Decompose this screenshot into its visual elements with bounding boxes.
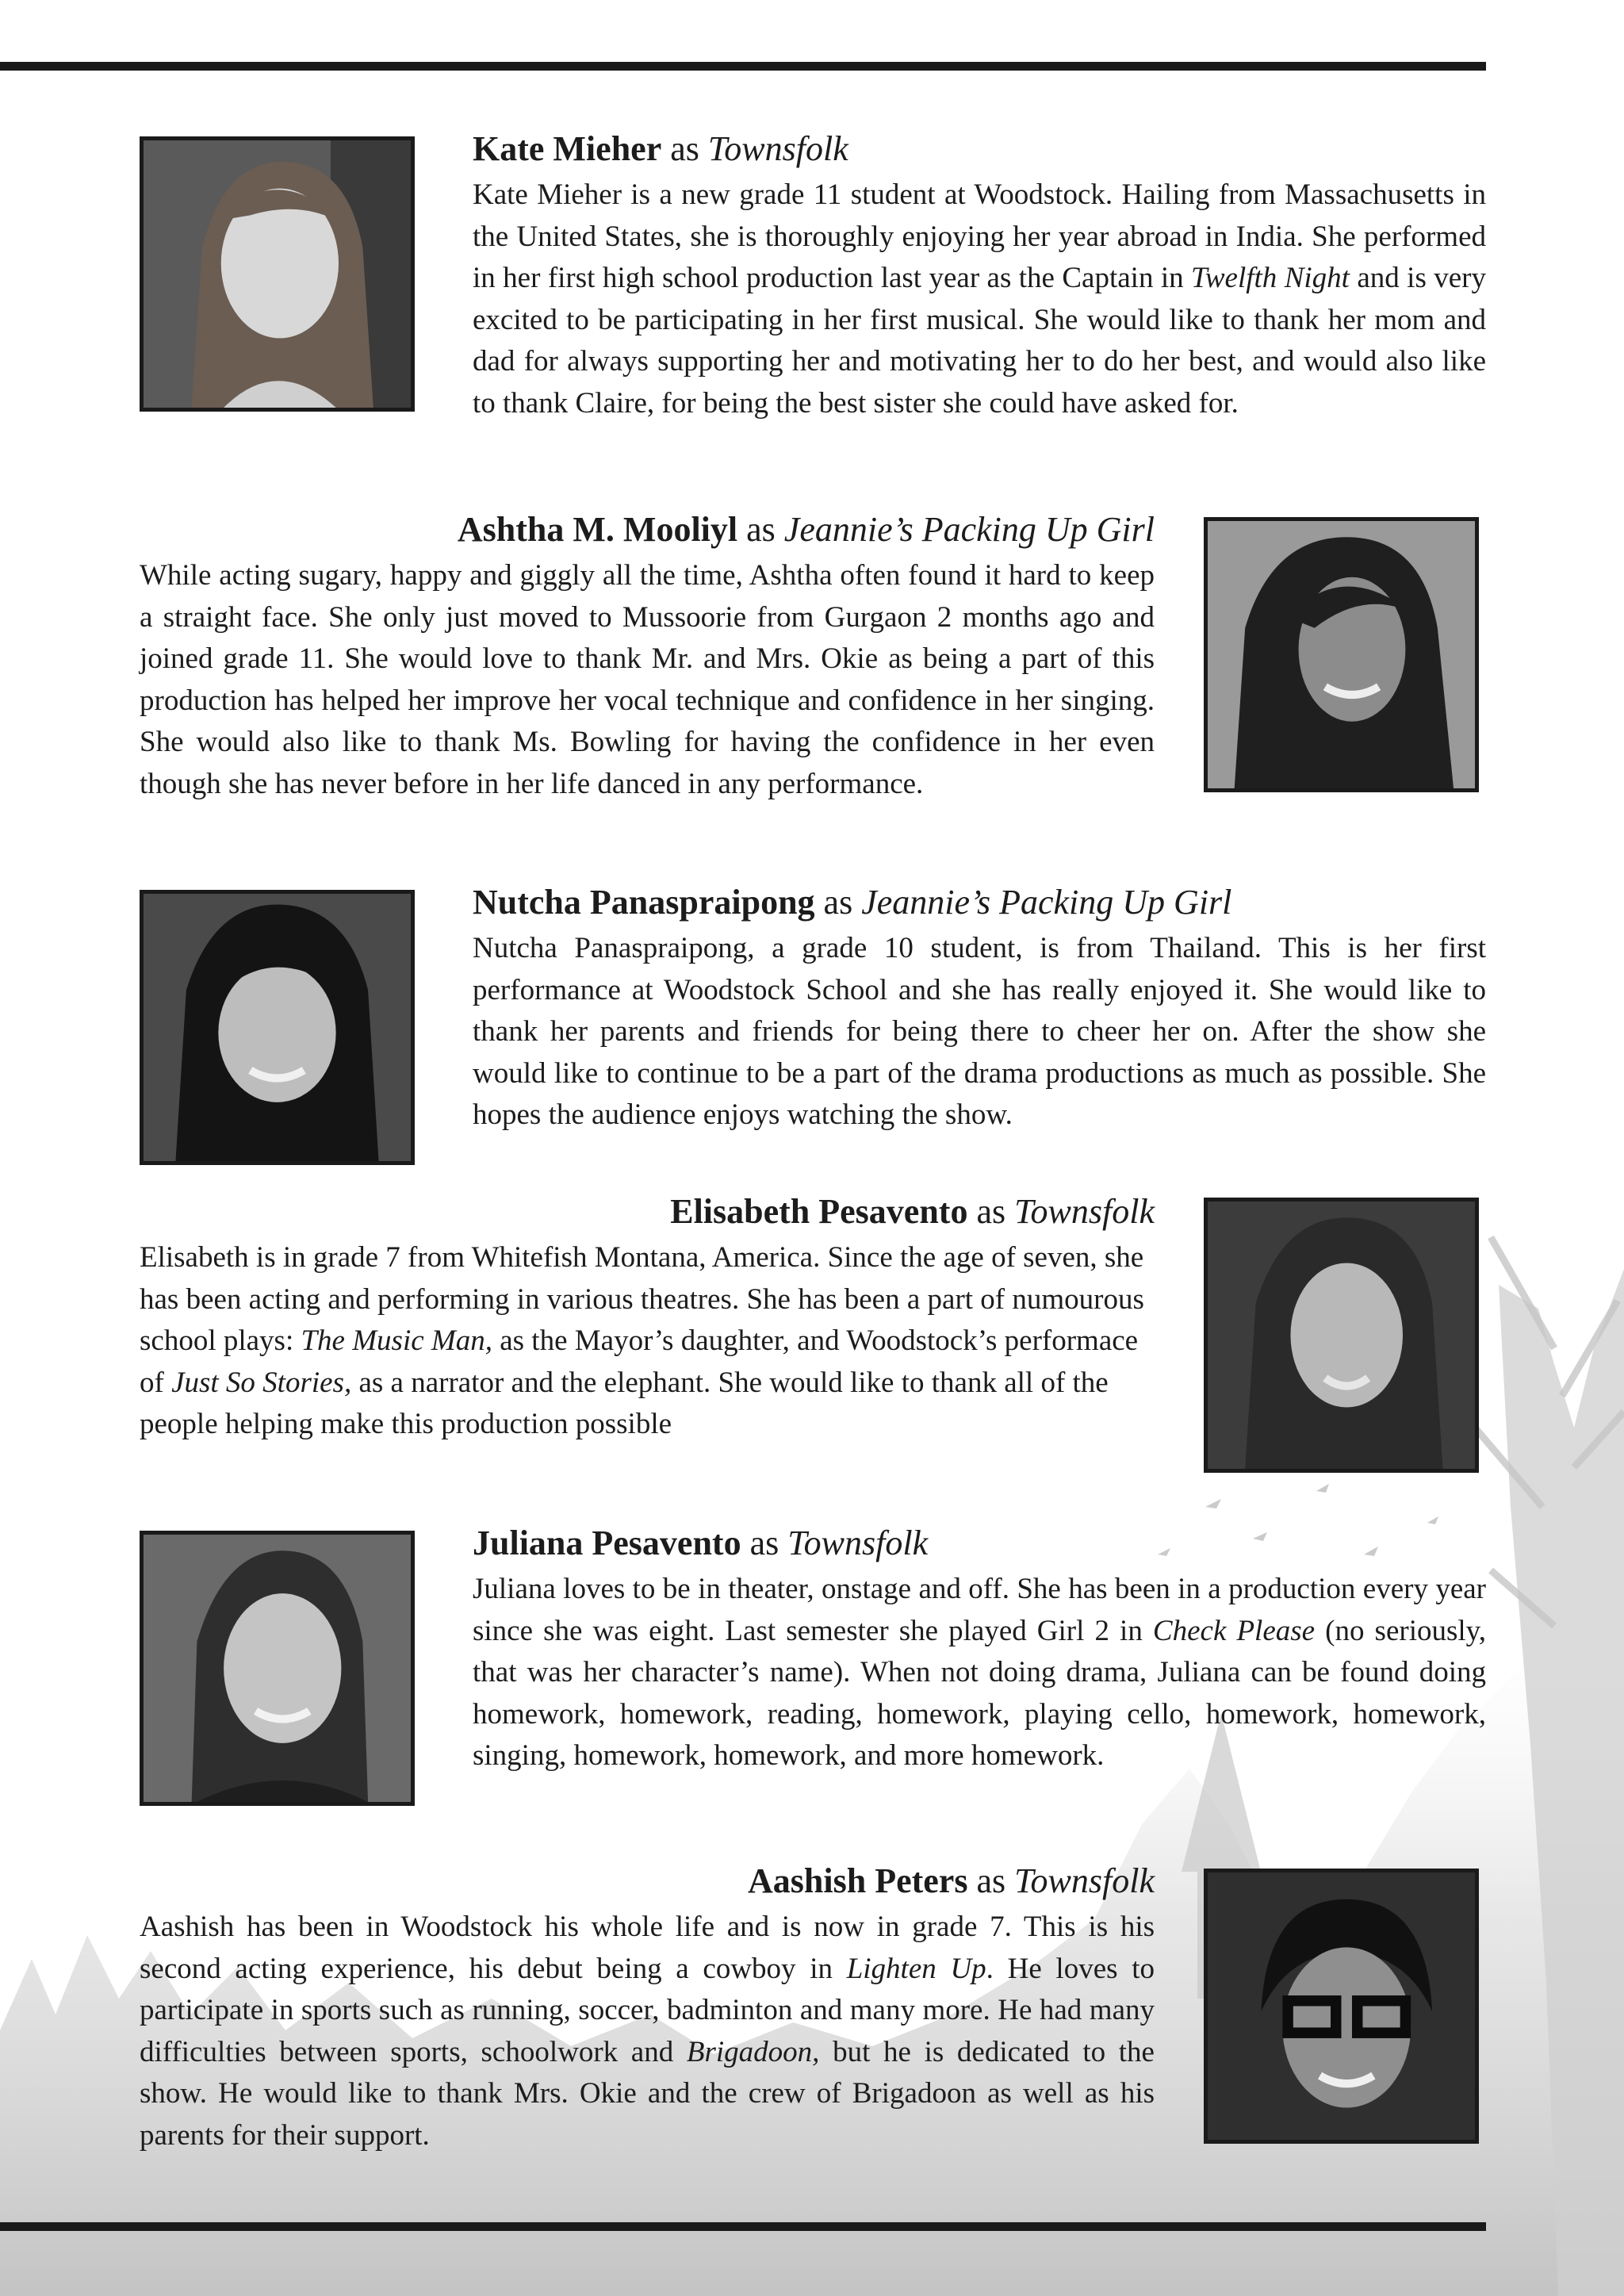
top-rule [0,62,1486,71]
cast-photo [140,1531,415,1806]
as-word: as [670,129,699,168]
as-word: as [749,1524,779,1562]
bio-text: Nutcha Panaspraipong, a grade 10 student, is from Thailand. This is her first performance at Woodstock School and she has really enjoyed it. She would like to thank her parents and friends for being there to cheer her on. After the show she would like to continue to be a part of the drama productions as much as possible. She hopes the audience enjoys watching the show. [473,932,1486,1132]
cast-name: Juliana Pesavento [473,1524,741,1562]
cast-photo [140,136,415,412]
cast-role: Townsfolk [707,129,848,168]
cast-name: Aashish Peters [748,1861,968,1900]
cast-name: Ashtha M. Mooliyl [457,510,738,549]
cast-photo [1204,1198,1479,1473]
as-word: as [976,1861,1006,1900]
cast-role: Jeannie’s Packing Up Girl [783,510,1155,549]
bio-text: Juliana loves to be in theater, onstage and off. She has been in a production every year since she was eight. Last semester she played Girl 2 in Check Please (no seriously, that was her character’s name). When not doing drama, Juliana can be found doing homework, homework, reading, homework, playing cello, homework, homework, singing, homework, homework, and more homework. [473,1573,1486,1773]
cast-role: Townsfolk [1014,1861,1155,1900]
cast-name: Nutcha Panaspraipong [473,883,815,922]
bio-text: Kate Mieher is a new grade 11 student at Woodstock. Hailing from Massachusetts in the United States, she is thoroughly enjoying her year abroad in India. She performed in her first high school production last year as the Captain in Twelfth Night and is very excited to be participating in her first musical. She would like to thank her mom and dad for always supporting her and motivating her to do her best, and would also like to thank Claire, for being the best sister she could have asked for. [473,178,1486,420]
bio-text: While acting sugary, happy and giggly all the time, Ashtha often found it hard to keep a straight face. She only just moved to Mussoorie from Gurgaon 2 months ago and joined grade 11. She would love to thank Mr. and Mrs. Okie as being a part of this production has helped her improve her vocal technique and confidence in her singing. She would also like to thank Ms. Bowling for having the confidence in her even though she has never before in her life danced in any performance. [140,559,1155,800]
bottom-rule [0,2222,1486,2231]
cast-photo [140,890,415,1165]
cast-photo [1204,1869,1479,2144]
as-word: as [823,883,853,922]
cast-role: Townsfolk [787,1524,929,1562]
cast-name: Elisabeth Pesavento [670,1192,968,1231]
cast-role: Jeannie’s Packing Up Girl [861,883,1232,922]
cast-photo [1204,517,1479,792]
cast-role: Townsfolk [1014,1192,1155,1231]
bio-text: Elisabeth is in grade 7 from Whitefish Montana, America. Since the age of seven, she has been acting and performing in various theatres. She has been a part of numourous school plays: The Music Man, as the Mayor’s daughter, and Woodstock’s performace of Just So Stories, as a narrator and the elephant. She would like to thank all of the people helping make this production possible [140,1241,1144,1441]
cast-name: Kate Mieher [473,129,662,168]
bio-text: Aashish has been in Woodstock his whole life and is now in grade 7. This is his second acting experience, his debut being a cowboy in Lighten Up. He loves to participate in sports such as running, soccer, badminton and many more. He had many difficulties between sports, schoolwork and Brigadoon, but he is dedicated to the show. He would like to thank Mrs. Okie and the crew of Brigadoon as well as his parents for their support. [140,1911,1155,2152]
as-word: as [976,1192,1006,1231]
as-word: as [746,510,776,549]
